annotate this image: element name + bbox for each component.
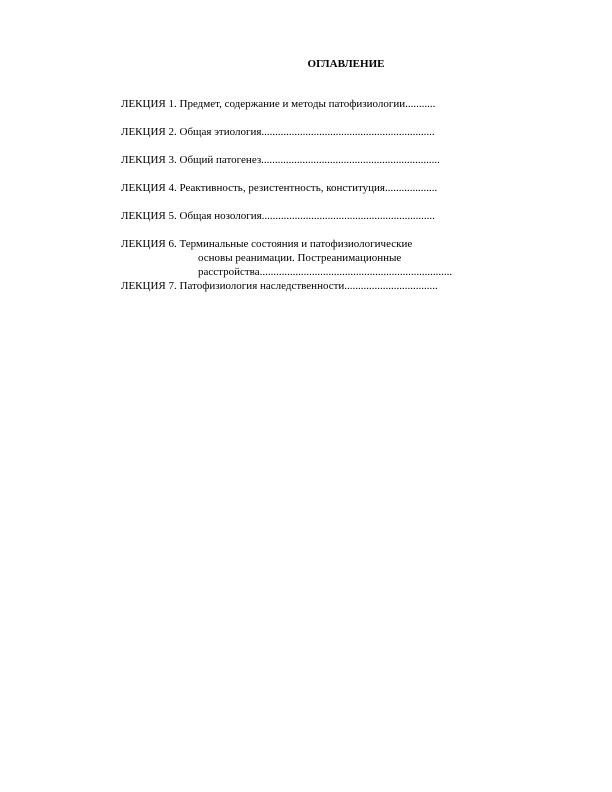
toc-entry-lecture-2[interactable] <box>121 125 501 139</box>
toc-entry-number: ЛЕКЦИЯ 3. <box>121 154 177 166</box>
toc-entry-number: ЛЕКЦИЯ 2. <box>121 126 177 138</box>
toc-entry-text: Предмет, содержание и методы патофизиологии........... <box>179 98 436 110</box>
toc-entry-text: Реактивность, резистентность, конституция................... <box>179 182 438 194</box>
table-of-contents <box>121 97 501 293</box>
toc-entry-number: ЛЕКЦИЯ 4. <box>121 182 177 194</box>
toc-entry-text: Патофизиология наследственности.................................. <box>179 280 438 292</box>
toc-entry-lecture-6[interactable] <box>121 237 501 279</box>
toc-entry-lecture-7[interactable] <box>121 279 501 293</box>
toc-entry-text: Общий патогенез................................................................. <box>179 154 440 166</box>
toc-entry-continuation: основы реанимации. Постреанимационные <box>198 252 402 264</box>
toc-entry-number: ЛЕКЦИЯ 7. <box>121 280 177 292</box>
toc-entry-lecture-1[interactable] <box>121 97 501 111</box>
toc-entry-lecture-4[interactable] <box>121 181 501 195</box>
toc-entry-number: ЛЕКЦИЯ 5. <box>121 210 177 222</box>
toc-entry-lecture-3[interactable] <box>121 153 501 167</box>
toc-entry-text: Общая нозология............................................................... <box>179 210 435 222</box>
toc-entry-lecture-5[interactable] <box>121 209 501 223</box>
toc-entry-number: ЛЕКЦИЯ 1. <box>121 98 177 110</box>
toc-heading: ОГЛАВЛЕНИЕ <box>307 58 385 70</box>
toc-entry-continuation: расстройства...................................................................... <box>198 266 453 278</box>
toc-entry-text: Терминальные состояния и патофизиологические <box>179 238 413 250</box>
toc-entry-text: Общая этиология............................................................... <box>179 126 435 138</box>
toc-entry-number: ЛЕКЦИЯ 6. <box>121 238 177 250</box>
